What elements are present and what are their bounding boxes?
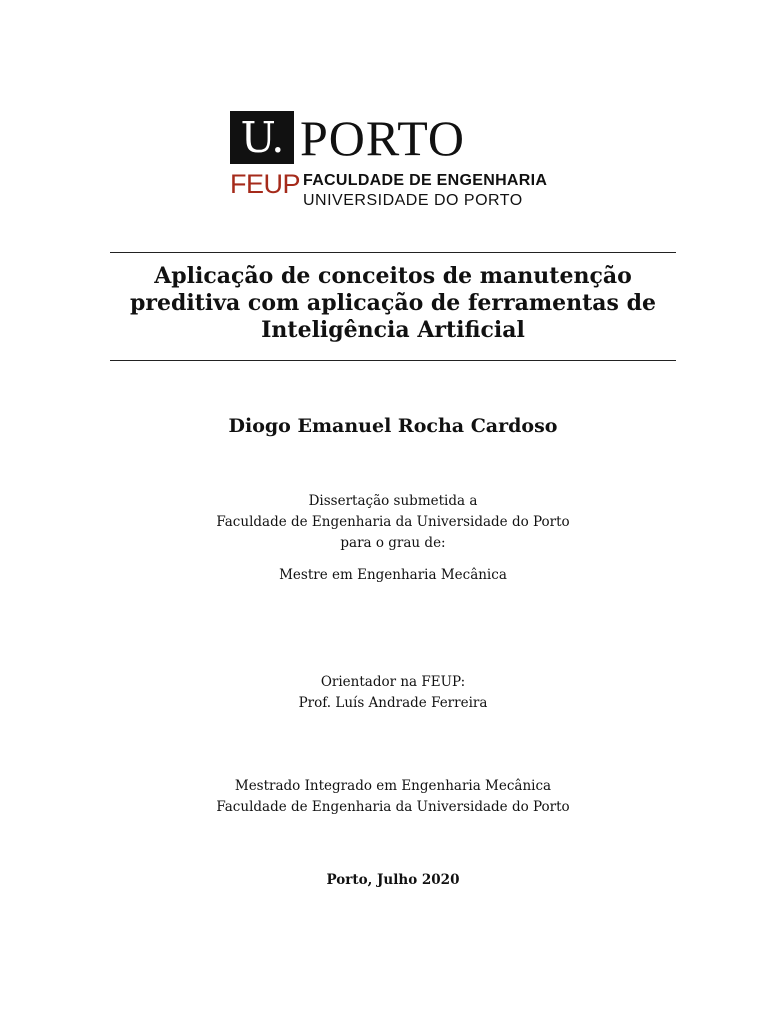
title-top-rule [110, 252, 676, 253]
submission-statement [0, 491, 768, 554]
program-line: Mestrado Integrado em Engenharia Mecânica [234, 778, 552, 794]
thesis-title-line: preditiva com aplicação de ferramentas de [130, 290, 656, 316]
university-logo [230, 111, 560, 211]
thesis-title-line: Aplicação de conceitos de manutenção [154, 263, 632, 289]
logo-faculty-name: FACULDADE DE ENGENHARIA [303, 172, 548, 189]
program-block [0, 776, 768, 818]
degree-name [0, 565, 768, 586]
logo-u-mark: U. [230, 111, 294, 164]
program-line: Faculdade de Engenharia da Universidade do Porto [216, 799, 570, 815]
thesis-title [90, 263, 696, 344]
thesis-title-line: Inteligência Artificial [261, 317, 525, 343]
submission-line: Faculdade de Engenharia da Universidade do Porto [216, 514, 570, 530]
logo-university-name: UNIVERSIDADE DO PORTO [303, 192, 523, 209]
logo-porto-text: PORTO [300, 110, 466, 166]
place-and-date: Porto, Julho 2020 [326, 872, 460, 888]
submission-line: para o grau de: [340, 535, 446, 551]
supervisor-block [0, 672, 768, 714]
degree-line: Mestre em Engenharia Mecânica [279, 567, 507, 583]
title-bottom-rule [110, 360, 676, 361]
supervisor-label: Orientador na FEUP: [320, 674, 466, 690]
author-name: Diogo Emanuel Rocha Cardoso [228, 415, 558, 437]
supervisor-name: Prof. Luís Andrade Ferreira [298, 695, 488, 711]
logo-feup-text: FEUP [230, 169, 301, 199]
submission-line: Dissertação submetida a [308, 493, 478, 509]
